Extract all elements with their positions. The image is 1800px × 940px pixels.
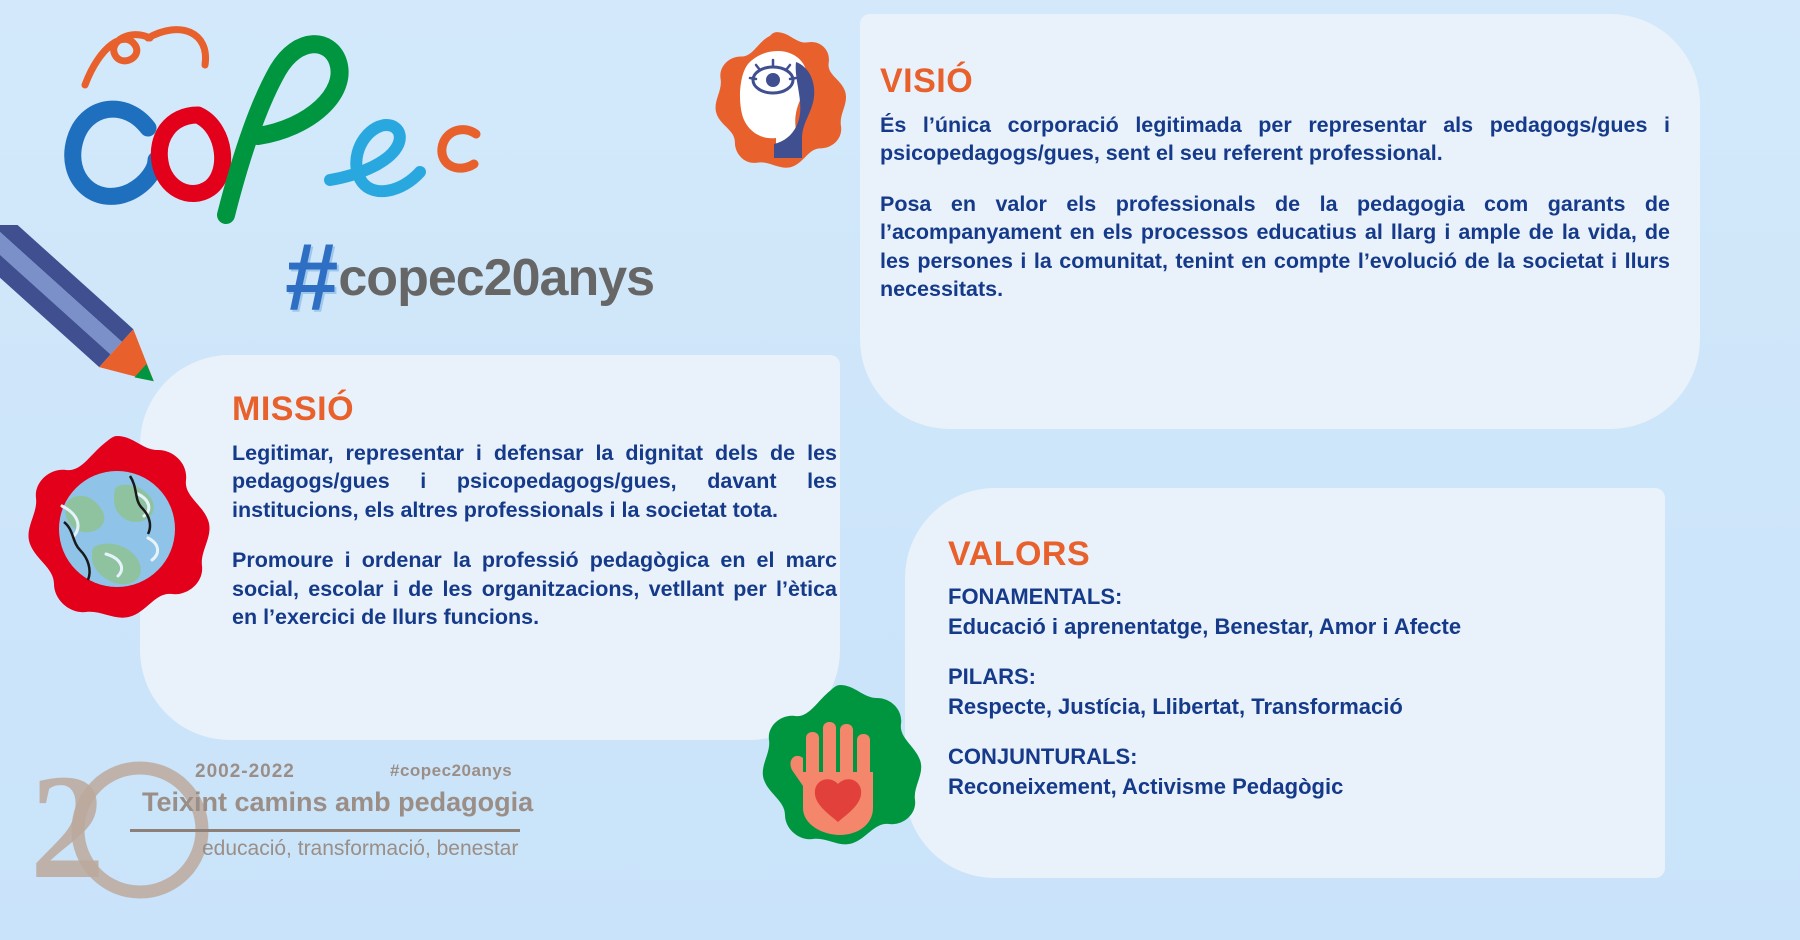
brain-eye-icon bbox=[690, 18, 860, 188]
copec-logo bbox=[30, 10, 590, 260]
valors-group-items: Educació i aprenentatge, Benestar, Amor i Afecte bbox=[948, 614, 1462, 639]
globe-icon bbox=[10, 430, 225, 645]
footer-slogan: Teixint camins amb pedagogia bbox=[142, 787, 534, 817]
missio-paragraph-2: Promoure i ordenar la professió pedagògica en el marc social, escolar i de les organitzacions, vetllant per l’ètica en l’exercici de llurs funcions. bbox=[232, 548, 837, 629]
footer-divider bbox=[130, 829, 520, 832]
hand-heart-icon bbox=[745, 680, 935, 870]
valors-group-label: PILARS: bbox=[948, 664, 1036, 689]
visio-title: VISIÓ bbox=[880, 62, 974, 100]
valors-group-label: CONJUNTURALS: bbox=[948, 744, 1138, 769]
hash-symbol-icon: # bbox=[285, 224, 335, 331]
svg-text:2: 2 bbox=[30, 745, 105, 910]
valors-content bbox=[948, 535, 1648, 800]
copec-logo-mark bbox=[30, 10, 590, 260]
visio-paragraph-2: Posa en valor els professionals de la pedagogia com garants de l’acompanyament en els processos educatius al llarg i ample de la vida, de les persones i la comunitat, tenint en compte l’evolució de la societat i llurs necessitats. bbox=[880, 191, 1670, 301]
hashtag-row bbox=[285, 224, 655, 331]
footer-hashtag: #copec20anys bbox=[390, 761, 513, 780]
visio-paragraph-1: És l’única corporació legitimada per representar als pedagogs/gues i psicopedagogs/gues, sent el seu referent professional. bbox=[880, 113, 1670, 166]
valors-group bbox=[948, 744, 1648, 800]
missio-paragraph-1: Legitimar, representar i defensar la dignitat dels de les pedagogs/gues i psicopedagogs/gues, davant les institucions, els altres professionals i la societat tota. bbox=[232, 441, 837, 522]
hashtag-label: copec20anys bbox=[338, 249, 655, 308]
valors-group bbox=[948, 664, 1648, 720]
valors-group-label: FONAMENTALS: bbox=[948, 584, 1123, 609]
missio-content bbox=[232, 390, 837, 631]
valors-title: VALORS bbox=[948, 535, 1091, 573]
anniversary-footer bbox=[20, 745, 540, 930]
valors-group bbox=[948, 584, 1648, 640]
valors-group-items: Respecte, Justícia, Llibertat, Transformació bbox=[948, 694, 1403, 719]
footer-subtitle: educació, transformació, benestar bbox=[202, 837, 519, 860]
footer-years: 2002-2022 bbox=[195, 761, 295, 782]
visio-content bbox=[880, 62, 1670, 303]
valors-group-items: Reconeixement, Activisme Pedagògic bbox=[948, 774, 1344, 799]
missio-title: MISSIÓ bbox=[232, 390, 355, 428]
